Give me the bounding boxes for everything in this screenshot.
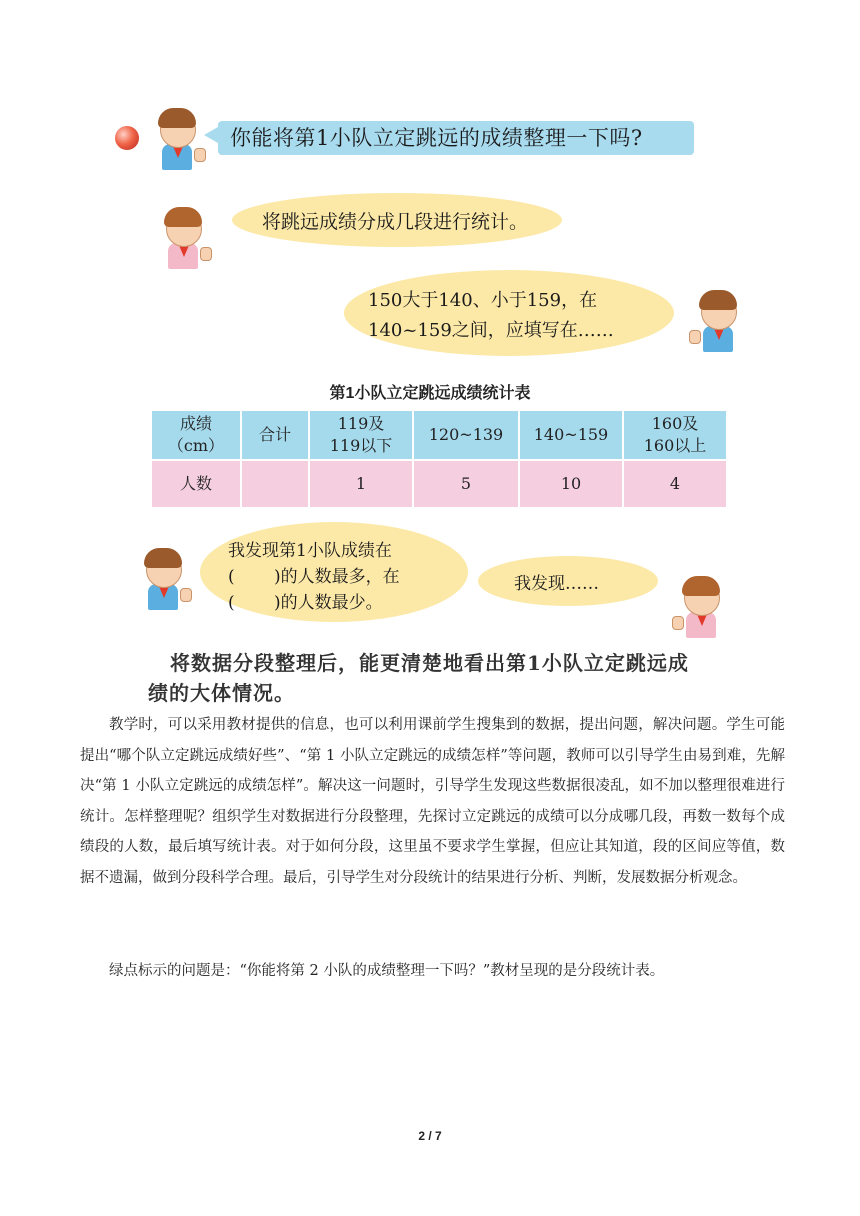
red-dot-icon [115, 126, 139, 150]
summary-line1: 将数据分段整理后，能更清楚地看出第1小队立定跳远成 [170, 651, 689, 675]
header-total: 合计 [241, 410, 309, 460]
cell-range-1: 1 [309, 460, 413, 508]
page-number: 2 / 7 [418, 1129, 442, 1143]
table-header-row [151, 410, 727, 460]
cell-total [241, 460, 309, 508]
table-row [151, 460, 727, 508]
girl-figure-bottom [676, 576, 728, 640]
discovery-line2: ( )的人数最多，在 [228, 567, 400, 587]
body-paragraph-2: 绿点标示的问题是：“你能将第 2 小队的成绩整理一下吗？”教材呈现的是分段统计表。 [109, 963, 665, 979]
cell-range-4: 4 [623, 460, 727, 508]
girl-speech-bubble [232, 193, 562, 247]
boy-figure [152, 108, 204, 172]
header-range-1: 119及 119以下 [309, 410, 413, 460]
girl-discovery-text: 我发现…… [514, 574, 599, 594]
discovery-line3: ( )的人数最少。 [228, 593, 383, 613]
summary-line2: 绩的大体情况。 [148, 681, 295, 705]
header-range-3: 140~159 [519, 410, 623, 460]
boy-speech-line1: 150大于140、小于159，在 [368, 290, 598, 311]
boy-speech-bubble [344, 270, 674, 356]
girl-figure [158, 207, 210, 271]
girl-speech-text: 将跳远成绩分成几段进行统计。 [262, 211, 529, 233]
discovery-line1: 我发现第1小队成绩在 [228, 541, 392, 561]
body-paragraph-1: 教学时，可以采用教材提供的信息，也可以利用课前学生搜集到的数据，提出问题，解决问题。学生可能提出“哪个队立定跳远成绩好些”、“第 1 小队立定跳远的成绩怎样”等问题，教师可以引导学生由易到难，先解决“第 1 小队立定跳远的成绩怎样”。解决这一问题时，引导学生发现这些数据很凌乱，如不加以整理很难进行统计。怎样整理呢？组织学生对数据进行分段整理，先探讨立定跳远的成绩可以分成哪几段，再数一数每个成绩段的人数，最后填写统计表。对于如何分段，这里虽不要求学生掌握，但应让其知道，段的区间应等值，数据不遗漏，做到分段科学合理。最后，引导学生对分段统计的结果进行分析、判断，发展数据分析观念。 [80, 717, 785, 886]
boy-figure-bottom [138, 548, 190, 612]
girl-discovery-bubble [478, 556, 658, 606]
boy-figure-right [693, 290, 745, 354]
header-range-2: 120~139 [413, 410, 519, 460]
table-title: 第1小队立定跳远成绩统计表 [329, 385, 531, 402]
row-label: 人数 [151, 460, 241, 508]
boy-discovery-bubble [200, 522, 468, 622]
cell-range-2: 5 [413, 460, 519, 508]
question-banner: 你能将第1小队立定跳远的成绩整理一下吗? [218, 121, 694, 155]
header-range-4: 160及 160以上 [623, 410, 727, 460]
cell-range-3: 10 [519, 460, 623, 508]
boy-speech-line2: 140~159之间，应填写在…… [368, 320, 614, 341]
summary-text [148, 648, 750, 708]
header-score: 成绩 （cm） [151, 410, 241, 460]
stats-table [150, 409, 728, 509]
